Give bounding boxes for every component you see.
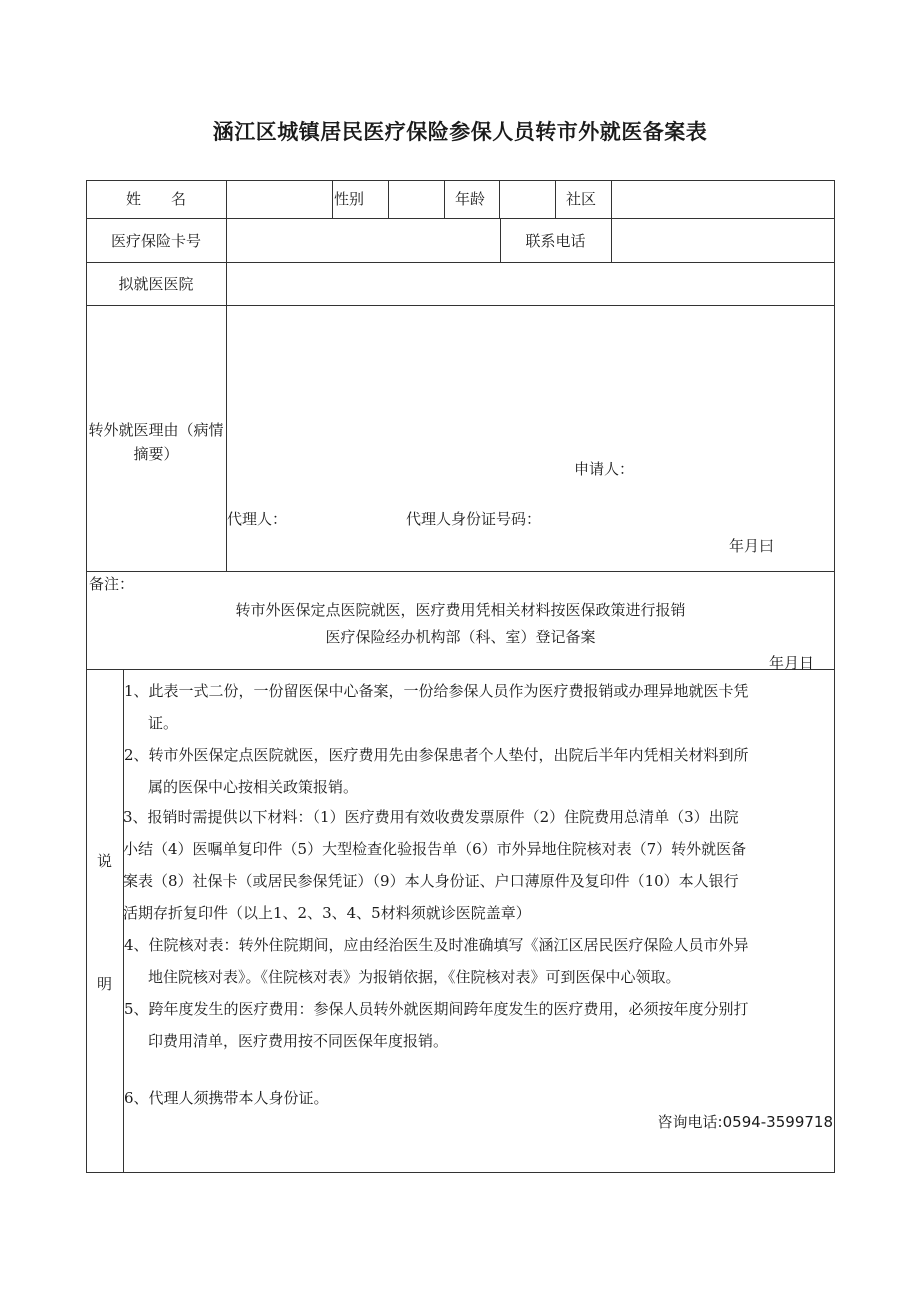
- table-border-right: [834, 180, 835, 1172]
- name-field[interactable]: [227, 181, 331, 217]
- phone-label: 联系电话: [525, 232, 586, 250]
- remarks-line-2: 医疗保险经办机构部（科、室）登记备案: [325, 628, 596, 646]
- application-date: 年月曰: [729, 537, 775, 555]
- hospital-label: 拟就医医院: [118, 275, 194, 293]
- notes-side-label-2: 明: [96, 975, 112, 993]
- name-label: 姓 名: [125, 190, 186, 208]
- phone-field[interactable]: [612, 219, 833, 261]
- consult-phone: 咨询电话:0594-3599718: [657, 1113, 833, 1131]
- age-field[interactable]: [500, 181, 554, 217]
- row-divider: [86, 669, 835, 670]
- note-item-1: 1、此表一式二份，一份留医保中心备案，一份给参保人员作为医疗费报销或办理异地就医卡凭 证。: [124, 682, 749, 732]
- note-item-6: 6、代理人须携带本人身份证。: [124, 1089, 329, 1107]
- agent-label: 代理人：: [227, 510, 288, 528]
- gender-field[interactable]: [389, 181, 443, 217]
- table-border-bottom: [86, 1172, 835, 1173]
- agent-id-label: 代理人身份证号码：: [406, 510, 542, 528]
- gender-label: 性别: [334, 190, 365, 208]
- registration-form: [86, 180, 835, 1172]
- note-item-5: 5、跨年度发生的医疗费用：参保人员转外就医期间跨年度发生的医疗费用，必须按年度分别打 印费用清单，医疗费用按不同医保年度报销。: [124, 1000, 749, 1050]
- note-item-2: 2、转市外医保定点医院就医，医疗费用先由参保患者个人垫付，出院后半年内凭相关材料到所 属的医保中心按相关政策报销。: [124, 746, 749, 796]
- note-item-4: 4、住院核对表：转外住院期间，应由经治医生及时准确填写《涵江区居民医疗保险人员市外异 地住院核对表》。《住院核对表》为报销依据，《住院核对表》可到医保中心领取。: [124, 936, 749, 986]
- community-label: 社区: [566, 190, 597, 208]
- form-title: 涵江区城镇居民医疗保险参保人员转市外就医备案表: [212, 120, 708, 144]
- col-divider: [444, 180, 445, 218]
- age-label: 年龄: [455, 190, 486, 208]
- table-border-left: [86, 180, 87, 1172]
- registration-date: 年月日: [769, 654, 815, 672]
- hospital-field[interactable]: [227, 263, 833, 304]
- row-divider: [86, 571, 835, 572]
- reason-label: 转外就医理由（病情摘要）: [88, 421, 224, 463]
- notes-side-label-1: 说: [96, 852, 112, 870]
- reason-field[interactable]: [227, 306, 833, 446]
- remarks-label: 备注：: [89, 575, 135, 593]
- col-divider: [332, 180, 333, 218]
- remarks-line-1: 转市外医保定点医院就医，医疗费用凭相关材料按医保政策进行报销: [235, 601, 686, 619]
- applicant-label: 申请人：: [574, 460, 635, 478]
- card-number-label: 医疗保险卡号: [110, 232, 201, 250]
- community-field[interactable]: [612, 181, 833, 217]
- card-number-field[interactable]: [227, 219, 499, 261]
- col-divider: [555, 180, 556, 218]
- note-item-3: 3、报销时需提供以下材料：（1）医疗费用有效收费发票原件（2）住院费用总清单（3）出院 小结（4）医嘱单复印件（5）大型检查化验报告单（6）市外异地住院核对表（7）转外就医备 案表（8）社保卡（或居民参保凭证）（9）本人身份证、户口薄原件及复印件（10）本人银行 活期存折复印件（以上1、2、3、4、5材料须就诊医院盖章）: [123, 808, 747, 922]
